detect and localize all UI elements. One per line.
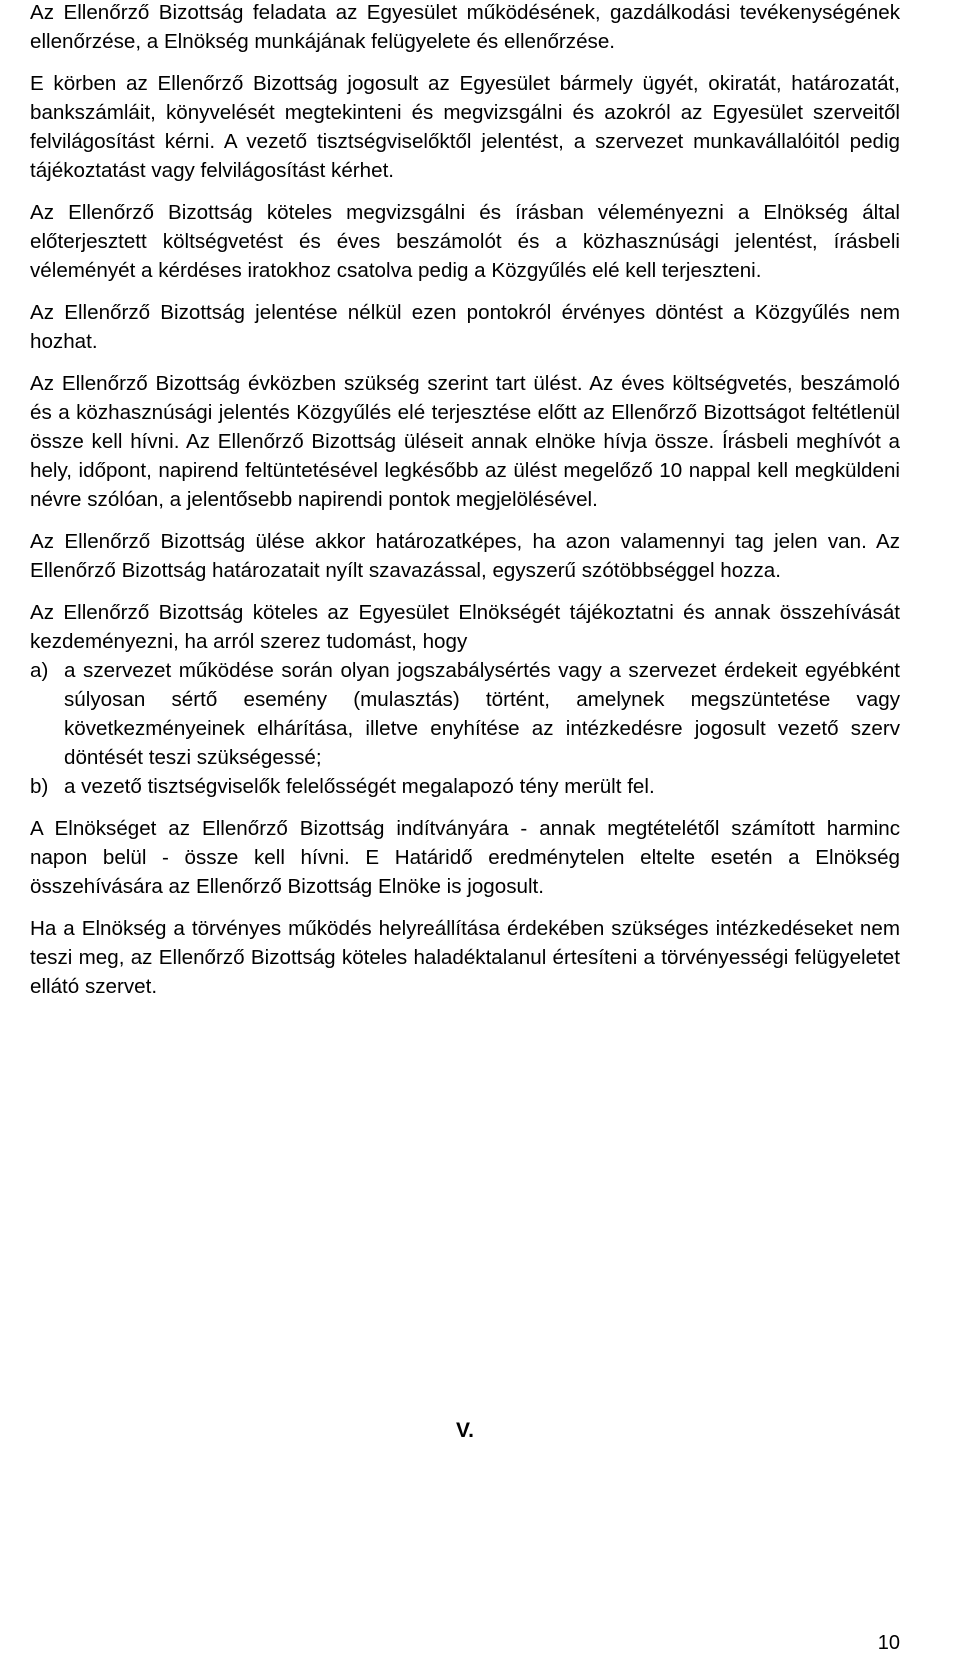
- paragraph-review-obligation: Az Ellenőrző Bizottság köteles megvizsgálni és írásban véleményezni a Elnökség által előterjesztett költségvetést és éves beszámolót és a közhasznúsági jelentést, írásbeli véleményét a kérdéses iratokhoz csatolva pedig a Közgyűlés elé kell terjeszteni.: [30, 201, 900, 282]
- list-item: [30, 772, 900, 801]
- list-marker: b): [30, 775, 49, 798]
- paragraph-legal-supervision: Ha a Elnökség a törvényes működés helyreállítása érdekében szükséges intézkedéseket nem teszi meg, az Ellenőrző Bizottság köteles haladéktalanul értesíteni a törvényességi felügyeletet ellátó szervet.: [30, 917, 900, 998]
- paragraph-notification-duty: Az Ellenőrző Bizottság köteles az Egyesület Elnökségét tájékoztatni és annak összehívását kezdeményezni, ha arról szerez tudomást, hogy: [30, 601, 900, 653]
- list-item-text: a szervezet működése során olyan jogszabálysértés vagy a szervezet érdekeit egyébként súlyosan sértő esemény (mulasztás) történt, amelynek megszüntetése vagy következményeinek elhárítása, illetve enyhítése az intézkedésre jogosult vezető szerv döntését teszi szükségessé;: [64, 659, 900, 769]
- paragraph-meetings: Az Ellenőrző Bizottság évközben szükség szerint tart ülést. Az éves költségvetés, beszámoló és a közhasznúsági jelentés Közgyűlés elé terjesztése előtt az Ellenőrző Bizottságot feltétlenül össze kell hívni. Az Ellenőrző Bizottság üléseit annak elnöke hívja össze. Írásbeli meghívót a hely, időpont, napirend feltüntetésével legkésőbb az ülést megelőző 10 nappal kell megküldeni névre szólóan, a jelentősebb napirendi pontok megjelölésével.: [30, 372, 900, 511]
- paragraph-convening: A Elnökséget az Ellenőrző Bizottság indítványára - annak megtételétől számított harminc napon belül - össze kell hívni. E Határidő eredménytelen eltelte esetén a Elnökség összehívására az Ellenőrző Bizottság Elnöke is jogosult.: [30, 817, 900, 898]
- paragraph-quorum: Az Ellenőrző Bizottság ülése akkor határozatképes, ha azon valamennyi tag jelen van. Az Ellenőrző Bizottság határozatait nyílt szavazással, egyszerű szótöbbséggel hozza.: [30, 530, 900, 582]
- document-page: [30, 0, 900, 1442]
- page-number: 10: [877, 1632, 900, 1654]
- list-item: [30, 656, 900, 772]
- list-marker: a): [30, 659, 49, 682]
- paragraph-supervisory-duty: Az Ellenőrző Bizottság feladata az Egyesület működésének, gazdálkodási tevékenységének ellenőrzése, a Elnökség munkájának felügyelete és ellenőrzése.: [30, 1, 900, 53]
- conditions-list: [30, 656, 900, 801]
- paragraph-report-requirement: Az Ellenőrző Bizottság jelentése nélkül ezen pontokról érvényes döntést a Közgyűlés nem hozhat.: [30, 301, 900, 353]
- section-heading: V.: [456, 1419, 474, 1442]
- paragraph-supervisory-rights: E körben az Ellenőrző Bizottság jogosult az Egyesület bármely ügyét, okiratát, határozatát, bankszámláit, könyvelését megtekinteni és megvizsgálni és azokról az Egyesület szerveitől felvilágosítást kérni. A vezető tisztségviselőktől jelentést, a szervezet munkavállalóitól pedig tájékoztatást vagy felvilágosítást kérhet.: [30, 72, 900, 182]
- list-item-text: a vezető tisztségviselők felelősségét megalapozó tény merült fel.: [64, 775, 655, 798]
